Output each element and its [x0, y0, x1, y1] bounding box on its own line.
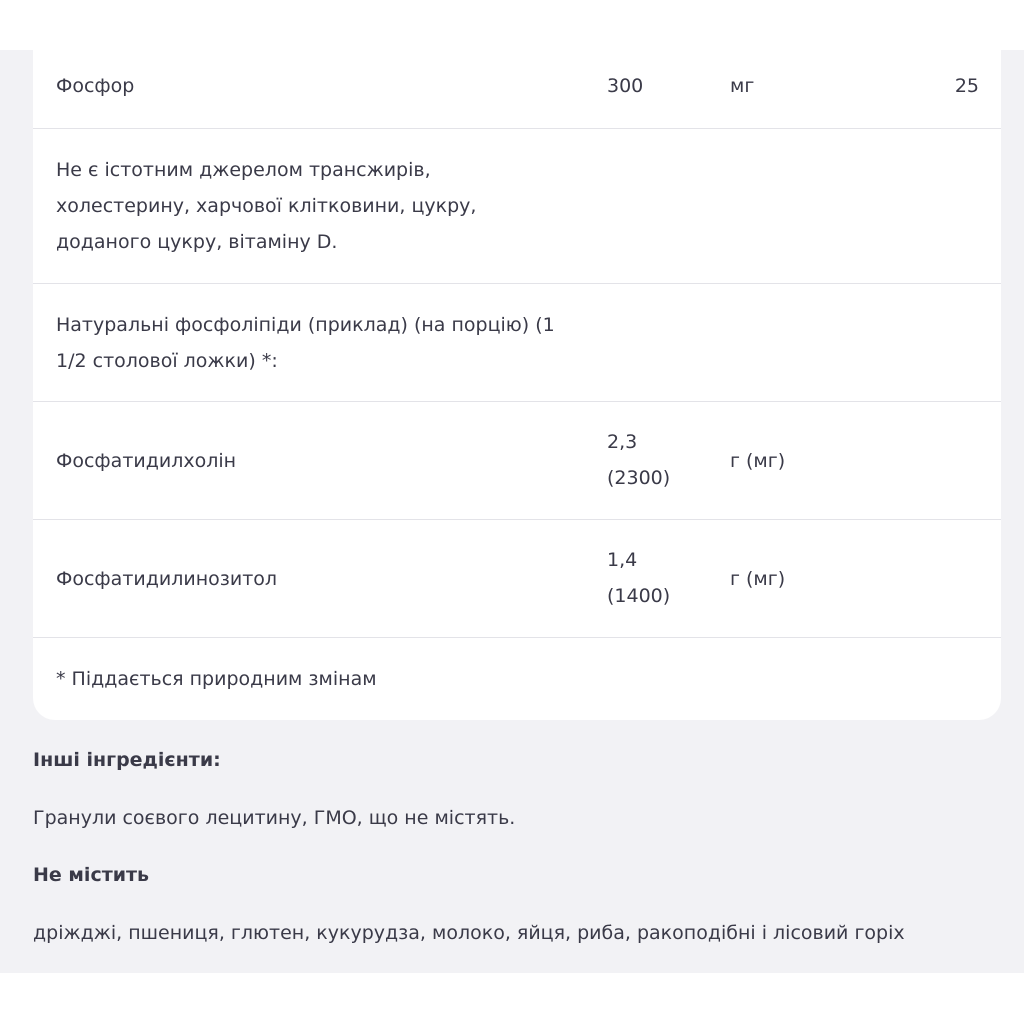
product-info-panel [0, 50, 1024, 973]
heading-line: 1/2 столової ложки) *: [56, 350, 278, 372]
phospholipids-heading [56, 307, 596, 379]
amount-grams: 1,4 [607, 549, 638, 571]
table-row-note [33, 129, 1001, 284]
nutrient-unit: г (мг) [730, 450, 786, 472]
other-ingredients-heading: Інші інгредієнти: [33, 749, 221, 771]
nutrient-name: Фосфор [56, 75, 135, 97]
note-line: доданого цукру, вітаміну D. [56, 231, 338, 253]
nutrient-amount [607, 424, 670, 496]
note-line: холестерину, харчової клітковини, цукру, [56, 195, 477, 217]
amount-mg: (2300) [607, 467, 671, 489]
nutrient-unit: мг [730, 75, 755, 97]
footnote: * Піддається природним змінам [56, 668, 377, 690]
nutrient-name: Фосфатидилинозитол [56, 568, 278, 590]
table-row-phosphatidylinositol [33, 520, 1001, 638]
other-ingredients-text: Гранули соєвого лецитину, ГМО, що не містять. [33, 807, 516, 829]
amount-mg: (1400) [607, 585, 671, 607]
table-row-footnote [33, 638, 1001, 720]
nutrient-name: Фосфатидилхолін [56, 450, 237, 472]
note-line: Не є істотним джерелом трансжирів, [56, 159, 431, 181]
amount-grams: 2,3 [607, 431, 638, 453]
nutrient-amount: 300 [607, 75, 644, 97]
does-not-contain-heading: Не містить [33, 864, 150, 886]
nutrient-daily-value: 25 [954, 75, 979, 97]
nutrient-unit: г (мг) [730, 568, 786, 590]
table-row-phosphatidylcholine [33, 402, 1001, 520]
nutrition-table [33, 50, 1001, 720]
table-row-phospholipids-heading [33, 284, 1001, 402]
does-not-contain-text: дріжджі, пшениця, глютен, кукурудза, молоко, яйця, риба, ракоподібні і лісовий горіх [33, 922, 905, 944]
nutrient-amount [607, 542, 670, 614]
table-row-phosphorus [33, 50, 1001, 129]
heading-line: Натуральні фосфоліпіди (приклад) (на порцію) (1 [56, 314, 555, 336]
note-text [56, 152, 596, 260]
